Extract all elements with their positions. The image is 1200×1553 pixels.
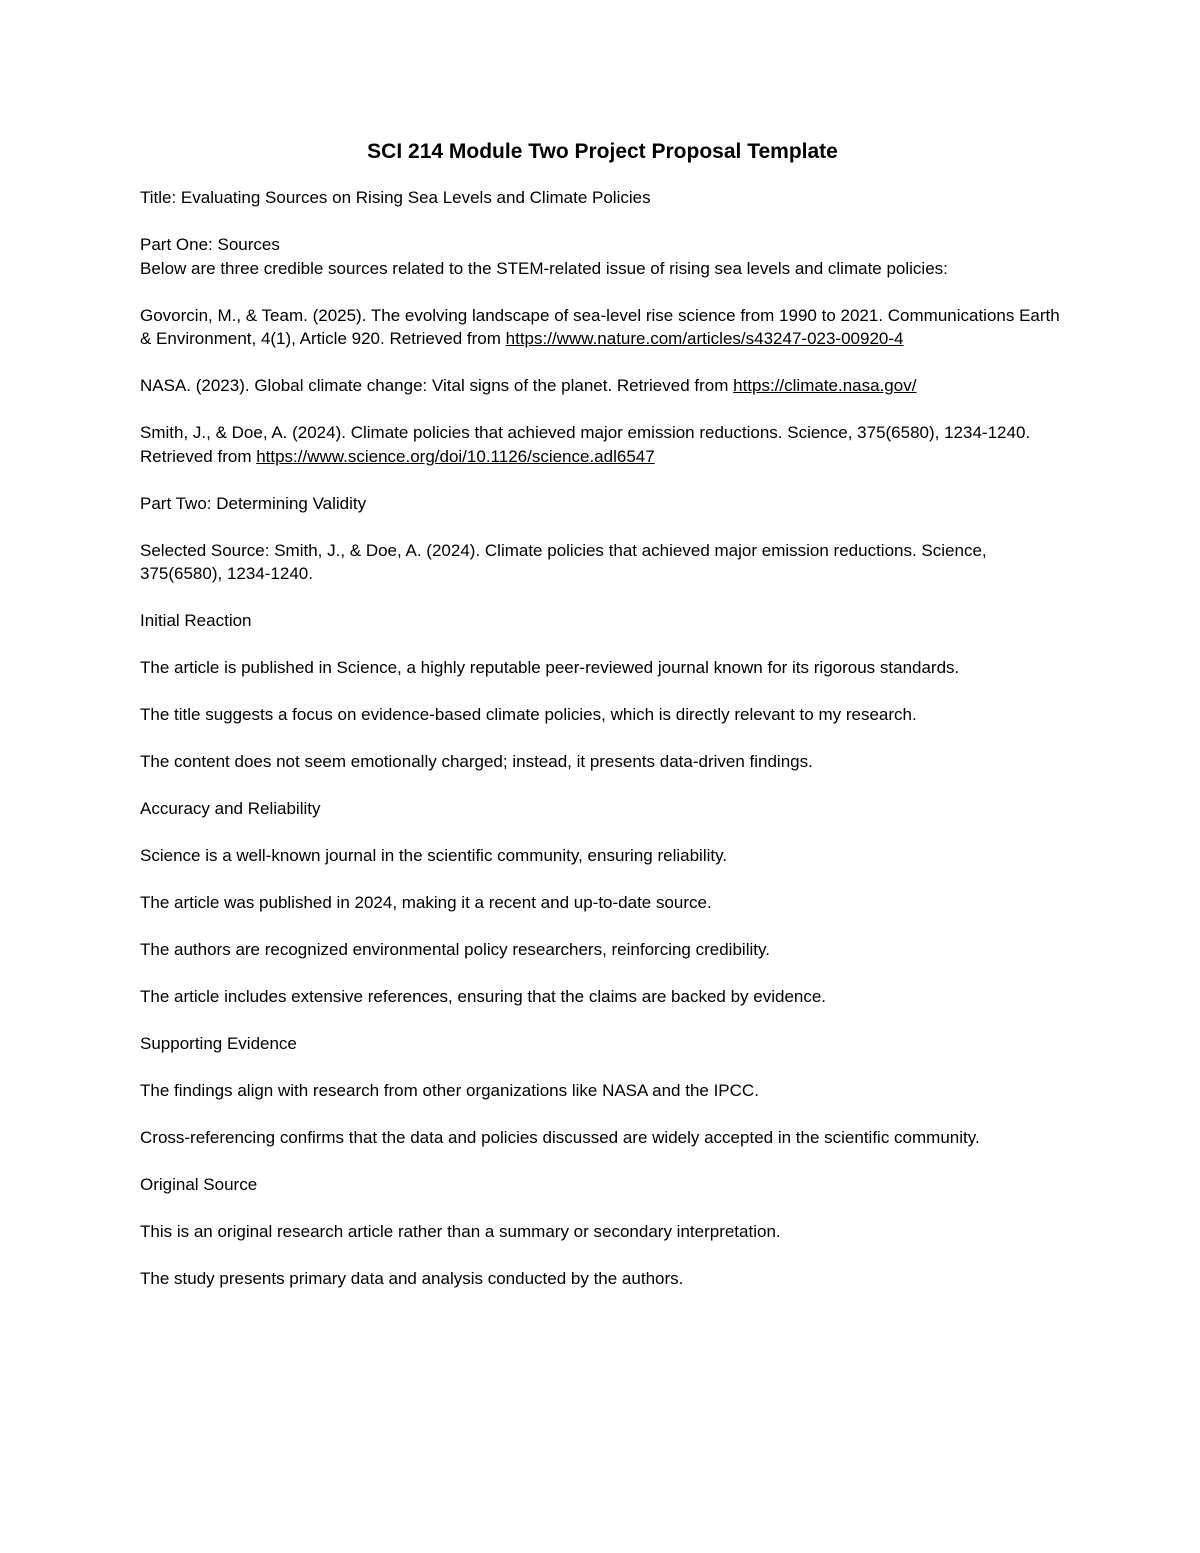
part-one-intro: Below are three credible sources related to the STEM-related issue of rising sea levels and climate policies: xyxy=(140,258,948,278)
paragraph: The article was published in 2024, making it a recent and up-to-date source. xyxy=(140,893,712,912)
section-heading-initial-reaction: Initial Reaction xyxy=(140,611,252,630)
source-citation-1 xyxy=(140,304,1065,351)
source-citation-2 xyxy=(140,374,1065,398)
source-link-science[interactable]: https://www.science.org/doi/10.1126/science.adl6547 xyxy=(256,446,655,466)
project-title: Title: Evaluating Sources on Rising Sea Levels and Climate Policies xyxy=(140,188,651,207)
paragraph: The authors are recognized environmental policy researchers, reinforcing credibility. xyxy=(140,940,770,959)
paragraph: The study presents primary data and analysis conducted by the authors. xyxy=(140,1269,684,1288)
source-citation-text: Smith, J., & Doe, A. (2024). Climate policies that achieved major emission reductions. Science, 375(6580), 1234-1240. Retrieved from xyxy=(140,423,1031,466)
document-body xyxy=(140,138,1065,1291)
section-heading-supporting-evidence: Supporting Evidence xyxy=(140,1034,297,1053)
source-citation-text: NASA. (2023). Global climate change: Vital signs of the planet. Retrieved from xyxy=(140,376,734,395)
source-citation-3 xyxy=(140,421,1065,468)
part-one-heading: Part One: Sources xyxy=(140,235,280,254)
paragraph: The article is published in Science, a highly reputable peer-reviewed journal known for its rigorous standards. xyxy=(140,658,960,677)
selected-source: Selected Source: Smith, J., & Doe, A. (2024). Climate policies that achieved major emission reductions. Science, 375(6580), 1234-1240. xyxy=(140,540,987,583)
source-link-nature[interactable]: https://www.nature.com/articles/s43247-023-00920-4 xyxy=(505,329,904,348)
paragraph: The article includes extensive references, ensuring that the claims are backed by evidence. xyxy=(140,987,827,1006)
section-heading-original-source: Original Source xyxy=(140,1175,258,1194)
section-heading-accuracy-reliability: Accuracy and Reliability xyxy=(140,799,321,818)
paragraph: Cross-referencing confirms that the data and policies discussed are widely accepted in the scientific community. xyxy=(140,1128,980,1147)
paragraph: The title suggests a focus on evidence-based climate policies, which is directly relevant to my research. xyxy=(140,705,917,724)
paragraph: Science is a well-known journal in the scientific community, ensuring reliability. xyxy=(140,846,728,865)
paragraph: This is an original research article rather than a summary or secondary interpretation. xyxy=(140,1222,781,1241)
document-title: SCI 214 Module Two Project Proposal Template xyxy=(367,140,838,163)
paragraph: The content does not seem emotionally charged; instead, it presents data-driven findings. xyxy=(140,752,813,771)
source-link-nasa[interactable]: https://climate.nasa.gov/ xyxy=(733,376,917,395)
part-two-heading: Part Two: Determining Validity xyxy=(140,493,367,513)
source-citation-text: Govorcin, M., & Team. (2025). The evolving landscape of sea-level rise science from 1990 to 2021. Communications Earth & Environment, 4(1), Article 920. Retrieved from xyxy=(140,305,1060,348)
paragraph: The findings align with research from other organizations like NASA and the IPCC. xyxy=(140,1081,759,1100)
